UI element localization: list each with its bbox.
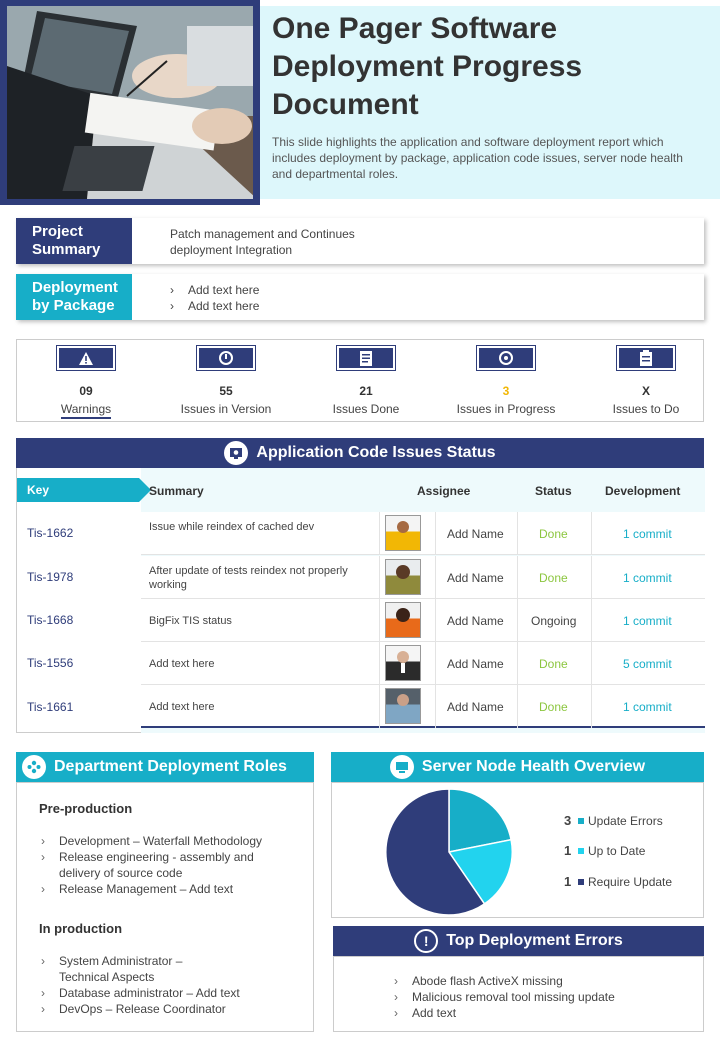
app-code-title: Application Code Issues Status [256, 444, 496, 461]
key-cell: Tis-1661 [27, 700, 74, 714]
stat-label: Warnings [61, 402, 111, 419]
key-cell: Tis-1556 [27, 656, 74, 670]
dept-roles-title: Department Deployment Roles [54, 758, 287, 775]
table-row [141, 556, 705, 599]
avatar [385, 559, 421, 595]
deployment-package-row [16, 274, 704, 320]
deployment-package-list [170, 282, 259, 314]
table-row [141, 685, 705, 728]
status-header: Status [535, 484, 572, 498]
stat-value: X [641, 384, 650, 398]
table-row [141, 599, 705, 642]
commit-link[interactable]: 1 commit [623, 614, 672, 628]
page-title: One Pager Software Deployment Progress Document [272, 12, 583, 121]
commit-link[interactable]: 1 commit [623, 571, 672, 585]
status-cell: Done [539, 657, 568, 671]
dept-roles-band [16, 752, 314, 782]
table-row [141, 512, 705, 555]
legend-require-update: 1 Require Update [564, 874, 673, 889]
key-cell: Tis-1978 [27, 570, 74, 584]
document-icon [337, 346, 395, 370]
server-health-title: Server Node Health Overview [421, 758, 646, 775]
stat-value: 21 [359, 384, 373, 398]
stat-label: Issues to Do [612, 402, 680, 416]
stat-issues-progress [441, 340, 571, 416]
project-summary-row [16, 218, 704, 264]
development-header: Development [605, 484, 681, 498]
key-cell: Tis-1668 [27, 613, 74, 627]
stat-label: Issues in Progress [456, 402, 556, 416]
app-code-icon [224, 441, 248, 465]
status-cell: Ongoing [531, 614, 577, 628]
status-cell: Done [539, 571, 568, 585]
assignee-header: Assignee [417, 484, 471, 498]
table-row [141, 642, 705, 685]
key-header: Key [17, 478, 139, 502]
status-cell: Done [539, 700, 568, 714]
summary-header: Summary [149, 484, 204, 498]
list-item: › Malicious removal tool missing update [394, 990, 615, 1004]
list-item: › System Administrator – Technical Aspects [41, 954, 183, 984]
refresh-icon [197, 346, 255, 370]
deployment-errors-panel [333, 956, 704, 1032]
server-icon [390, 755, 414, 779]
summary-cell: Add text here [149, 658, 215, 670]
assignee-cell: Add Name [447, 614, 504, 628]
legend-update-errors: 3 Update Errors [564, 813, 663, 828]
warning-icon [57, 346, 115, 370]
server-pie-chart [384, 787, 514, 917]
server-health-band [331, 752, 704, 782]
key-cell: Tis-1662 [27, 526, 74, 540]
stat-issues-version [161, 340, 291, 416]
assignee-cell: Add Name [447, 657, 504, 671]
stat-value: 3 [502, 384, 510, 398]
target-icon [477, 346, 535, 370]
assignee-cell: Add Name [447, 700, 504, 714]
alert-icon: ! [414, 929, 438, 953]
avatar [385, 515, 421, 551]
stat-label: Issues in Version [180, 402, 272, 416]
issue-stats-panel [16, 339, 704, 422]
legend-up-to-date: 1 Up to Date [564, 843, 646, 858]
app-code-table [16, 468, 704, 733]
commit-link[interactable]: 1 commit [623, 527, 672, 541]
stat-issues-todo [581, 340, 711, 416]
project-summary-label: Project Summary [16, 218, 132, 264]
list-item: › Database administrator – Add text [41, 986, 240, 1000]
clipboard-icon [617, 346, 675, 370]
avatar [385, 602, 421, 638]
dept-roles-panel [16, 782, 314, 1032]
package-item: › Add text here [170, 283, 260, 297]
package-item: › Add text here [170, 299, 260, 313]
avatar [385, 645, 421, 681]
server-health-panel [331, 782, 704, 918]
laptop-photo [7, 6, 253, 199]
page-subtitle: This slide highlights the application and software deployment report which includes deployment by package, application code issues, server node health and departmental roles. [272, 135, 683, 181]
deployment-package-label: Deployment by Package [16, 274, 132, 320]
deployment-errors-band [333, 926, 704, 956]
stat-label: Issues Done [332, 402, 400, 416]
commit-link[interactable]: 1 commit [623, 700, 672, 714]
assignee-cell: Add Name [447, 527, 504, 541]
status-cell: Done [539, 527, 568, 541]
stat-value: 55 [219, 384, 233, 398]
in-production-title: In production [39, 921, 123, 936]
stat-value: 09 [79, 384, 93, 398]
team-icon [22, 755, 46, 779]
app-code-band [16, 438, 704, 468]
project-summary-text: Patch management and Continues deployment Integration [170, 227, 355, 257]
list-item: › Release engineering - assembly and delivery of source code [41, 850, 254, 880]
list-item: › Release Management – Add text [41, 882, 234, 896]
summary-cell: BigFix TIS status [149, 615, 232, 627]
list-item: › Abode flash ActiveX missing [394, 974, 563, 988]
deployment-errors-title: Top Deployment Errors [446, 932, 623, 949]
summary-cell: Add text here [149, 701, 215, 713]
list-item: › DevOps – Release Coordinator [41, 1002, 226, 1016]
summary-cell: Issue while reindex of cached dev [149, 521, 315, 533]
list-item: › Add text [394, 1006, 457, 1020]
summary-cell: After update of tests reindex not properly working [149, 565, 348, 591]
avatar [385, 688, 421, 724]
list-item: › Development – Waterfall Methodology [41, 834, 262, 848]
commit-link[interactable]: 5 commit [623, 657, 672, 671]
pre-production-title: Pre-production [39, 801, 133, 816]
stat-issues-done [301, 340, 431, 416]
assignee-cell: Add Name [447, 571, 504, 585]
stat-warnings [21, 340, 151, 419]
